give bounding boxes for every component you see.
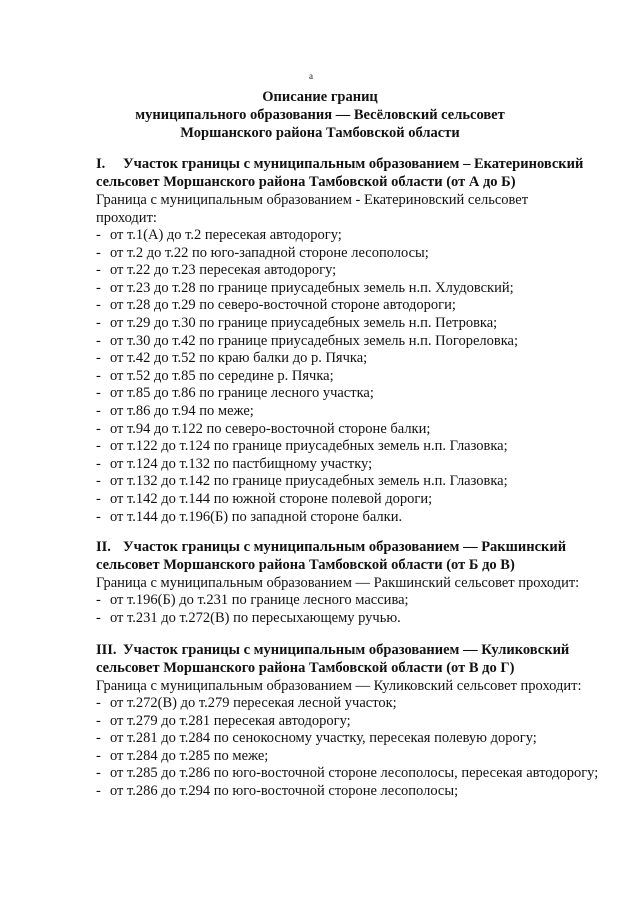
section-2 (96, 538, 626, 627)
list-item: - от т.94 до т.122 по северо-восточной стороне балки; (96, 420, 431, 437)
list-item: - от т.196(Б) до т.231 по границе лесного массива; (96, 592, 409, 608)
list-item: - от т.86 до т.94 по меже; (96, 402, 254, 419)
list-item: - от т.30 до т.42 по границе приусадебных земель н.п. Погореловка; (96, 332, 519, 349)
list-item-text: от т.22 до т.23 пересекая автодорогу; (110, 262, 337, 279)
section-intro-line-2: проходит: (96, 210, 157, 226)
list-item: - от т.23 до т.28 по границе приусадебных земель н.п. Хлудовский; (96, 279, 514, 296)
list-item-text: от т.2 до т.22 по юго-западной стороне лесополосы; (110, 244, 429, 261)
list-item: - от т.52 до т.85 по середине р. Пячка; (96, 367, 334, 384)
title-line-2: муниципального образования — Весёловский сельсовет (135, 107, 505, 123)
list-item-text: от т.94 до т.122 по северо-восточной стороне балки; (110, 420, 431, 437)
section-heading-line-1: Участок границы с муниципальным образованием – Екатериновский (123, 156, 584, 172)
list-item-text: от т.29 до т.30 по границе приусадебных земель н.п. Петровка; (110, 314, 498, 331)
boundary-list (96, 592, 626, 627)
section-heading-line-2: сельсовет Моршанского района Тамбовской области (от Б до В) (96, 557, 515, 573)
title-line-1: Описание границ (262, 89, 378, 105)
list-item-text: от т.285 до т.286 по юго-восточной стороне лесополосы, пересекая автодорогу; (110, 765, 599, 782)
list-item: - от т.284 до т.285 по меже; (96, 747, 269, 764)
page-mark: a (309, 71, 313, 81)
title-line-3: Моршанского района Тамбовской области (180, 125, 460, 141)
list-item-text: от т.286 до т.294 по юго-восточной стороне лесополосы; (110, 782, 459, 799)
list-item-text: от т.30 до т.42 по границе приусадебных земель н.п. Погореловка; (110, 332, 519, 349)
list-item-text: от т.144 до т.196(Б) по западной стороне балки. (110, 508, 403, 525)
section-intro (96, 191, 626, 227)
list-item-text: от т.124 до т.132 по пастбищному участку; (110, 455, 373, 472)
list-item-text: от т.142 до т.144 по южной стороне полевой дороги; (110, 490, 433, 507)
boundary-list (96, 695, 626, 801)
section-intro-line-1: Граница с муниципальным образованием — Ракшинский сельсовет проходит: (96, 575, 580, 591)
list-item: - от т.2 до т.22 по юго-западной стороне лесополосы; (96, 244, 429, 261)
list-item-text: от т.122 до т.124 по границе приусадебных земель н.п. Глазовка; (110, 438, 508, 455)
section-1 (96, 155, 626, 526)
section-heading (96, 155, 626, 191)
section-3 (96, 641, 626, 801)
section-number: III. (96, 642, 117, 658)
list-item-text: от т.272(В) до т.279 пересекая лесной участок; (110, 695, 397, 711)
section-number: II. (96, 539, 111, 555)
list-item-text: от т.85 до т.86 по границе лесного участка; (110, 385, 374, 402)
list-item-text: от т.42 до т.52 по краю балки до р. Пячка; (110, 350, 368, 367)
list-item: - от т.1(А) до т.2 пересекая автодорогу; (96, 227, 342, 243)
section-intro (96, 574, 626, 592)
section-heading (96, 538, 626, 574)
list-item-text: от т.284 до т.285 по меже; (110, 747, 269, 764)
section-heading-line-1: Участок границы с муниципальным образованием — Куликовский (123, 642, 570, 658)
document-title (0, 88, 640, 142)
list-item-text: от т.28 до т.29 по северо-восточной стороне автодороги; (110, 297, 456, 314)
list-item-text: от т.196(Б) до т.231 по границе лесного массива; (110, 592, 409, 608)
section-heading-line-1: Участок границы с муниципальным образованием — Ракшинский (123, 539, 567, 555)
list-item: - от т.132 до т.142 по границе приусадебных земель н.п. Глазовка; (96, 473, 508, 490)
list-item: - от т.286 до т.294 по юго-восточной стороне лесополосы; (96, 782, 459, 799)
list-item-text: от т.1(А) до т.2 пересекая автодорогу; (110, 227, 342, 243)
list-item: - от т.279 до т.281 пересекая автодорогу; (96, 712, 351, 729)
list-item: - от т.285 до т.286 по юго-восточной стороне лесополосы, пересекая автодорогу; (96, 765, 599, 782)
list-item: - от т.29 до т.30 по границе приусадебных земель н.п. Петровка; (96, 314, 498, 331)
list-item-text: от т.52 до т.85 по середине р. Пячка; (110, 367, 334, 384)
list-item-text: от т.279 до т.281 пересекая автодорогу; (110, 712, 351, 729)
list-item-text: от т.132 до т.142 по границе приусадебных земель н.п. Глазовка; (110, 473, 508, 490)
list-item: - от т.28 до т.29 по северо-восточной стороне автодороги; (96, 297, 456, 314)
section-heading-line-2: сельсовет Моршанского района Тамбовской области (от В до Г) (96, 660, 515, 676)
section-heading-line-2: сельсовет Моршанского района Тамбовской области (от А до Б) (96, 174, 516, 190)
list-item-text: от т.86 до т.94 по меже; (110, 402, 254, 419)
list-item: - от т.231 до т.272(В) по пересыхающему ручью. (96, 609, 401, 626)
list-item: - от т.22 до т.23 пересекая автодорогу; (96, 262, 337, 279)
list-item: - от т.272(В) до т.279 пересекая лесной участок; (96, 695, 397, 711)
list-item-text: от т.23 до т.28 по границе приусадебных земель н.п. Хлудовский; (110, 279, 514, 296)
section-heading (96, 641, 626, 677)
section-intro-line-1: Граница с муниципальным образованием - Екатериновский сельсовет (96, 192, 529, 208)
list-item: - от т.124 до т.132 по пастбищному участку; (96, 455, 373, 472)
list-item-text: от т.231 до т.272(В) по пересыхающему ручью. (110, 609, 401, 626)
boundary-list (96, 227, 626, 526)
list-item: - от т.85 до т.86 по границе лесного участка; (96, 385, 374, 402)
list-item-text: от т.281 до т.284 по сенокосному участку, пересекая полевую дорогу; (110, 730, 537, 747)
list-item: - от т.122 до т.124 по границе приусадебных земель н.п. Глазовка; (96, 438, 508, 455)
list-item: - от т.281 до т.284 по сенокосному участку, пересекая полевую дорогу; (96, 730, 537, 747)
section-intro (96, 677, 626, 695)
section-intro-line-1: Граница с муниципальным образованием — Куликовский сельсовет проходит: (96, 678, 582, 694)
list-item: - от т.42 до т.52 по краю балки до р. Пячка; (96, 350, 368, 367)
list-item: - от т.144 до т.196(Б) по западной стороне балки. (96, 508, 403, 525)
section-number: I. (96, 156, 106, 172)
list-item: - от т.142 до т.144 по южной стороне полевой дороги; (96, 490, 433, 507)
